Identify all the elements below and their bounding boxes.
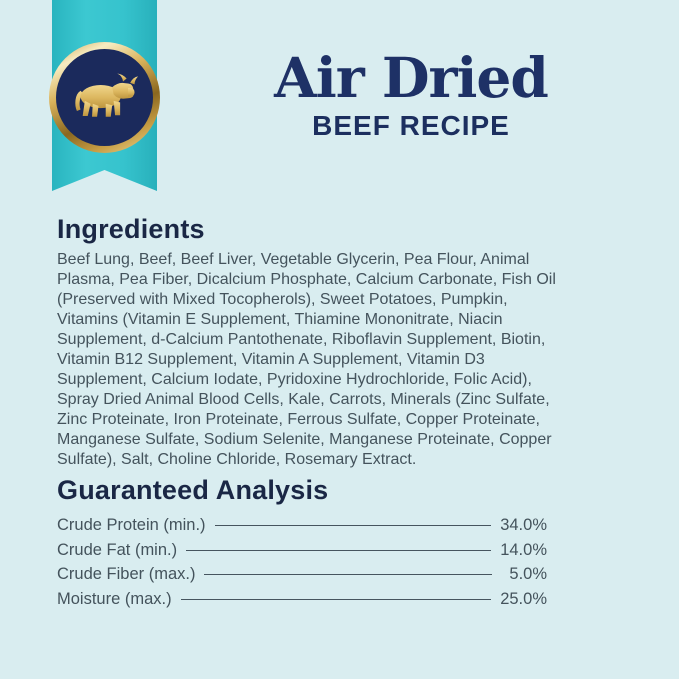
ingredients-paragraph: Beef Lung, Beef, Beef Liver, Vegetable Glycerin, Pea Flour, Animal Plasma, Pea Fiber, Dicalcium Phosphate, Calcium Carbonate, Fish Oil (Preserved with Mixed Tocopherols), Sweet Potatoes, Pumpkin, Vitamins (Vitamin E Supplement, Thiamine Mononitrate, Niacin Supplement, d-Calcium Pantothenate, Riboflavin Supplement, Biotin, Vitamin B12 Supplement, Vitamin A Supplement, Vitamin D3 Supplement, Calcium Iodate, Pyridoxine Hydrochloride, Folic Acid), Spray Dried Animal Blood Cells, Kale, Carrots, Minerals (Zinc Sulfate, Zinc Proteinate, Iron Proteinate, Ferrous Sulfate, Copper Proteinate, Manganese Sulfate, Sodium Selenite, Manganese Proteinate, Copper Sulfate), Salt, Choline Chloride, Rosemary Extract. (57, 251, 556, 469)
analysis-row (57, 563, 547, 587)
analysis-value: 34.0% (500, 516, 547, 535)
leader-line (204, 574, 492, 575)
analysis-value: 14.0% (500, 540, 547, 559)
analysis-row (57, 514, 547, 538)
analysis-value: 25.0% (500, 589, 547, 608)
analysis-label: Moisture (max.) (57, 589, 172, 608)
leader-line (186, 550, 491, 551)
badge-circle (56, 49, 153, 146)
ingredients-heading: Ingredients (57, 214, 205, 244)
analysis-value: 5.0% (509, 565, 547, 584)
guaranteed-analysis-table (57, 514, 547, 612)
page-subtitle: BEEF RECIPE (312, 110, 510, 141)
leader-line (215, 525, 492, 526)
badge-medal (49, 42, 160, 153)
analysis-label: Crude Fat (min.) (57, 540, 178, 559)
analysis-row (57, 587, 547, 611)
leader-line (181, 599, 492, 600)
analysis-label: Crude Fiber (max.) (57, 565, 196, 584)
analysis-label: Crude Protein (min.) (57, 516, 206, 535)
bull-icon (69, 72, 141, 124)
guaranteed-analysis-heading: Guaranteed Analysis (57, 475, 329, 506)
label-content (57, 213, 565, 611)
header (235, 45, 587, 141)
analysis-row (57, 538, 547, 562)
page-title: Air Dried (274, 45, 548, 110)
